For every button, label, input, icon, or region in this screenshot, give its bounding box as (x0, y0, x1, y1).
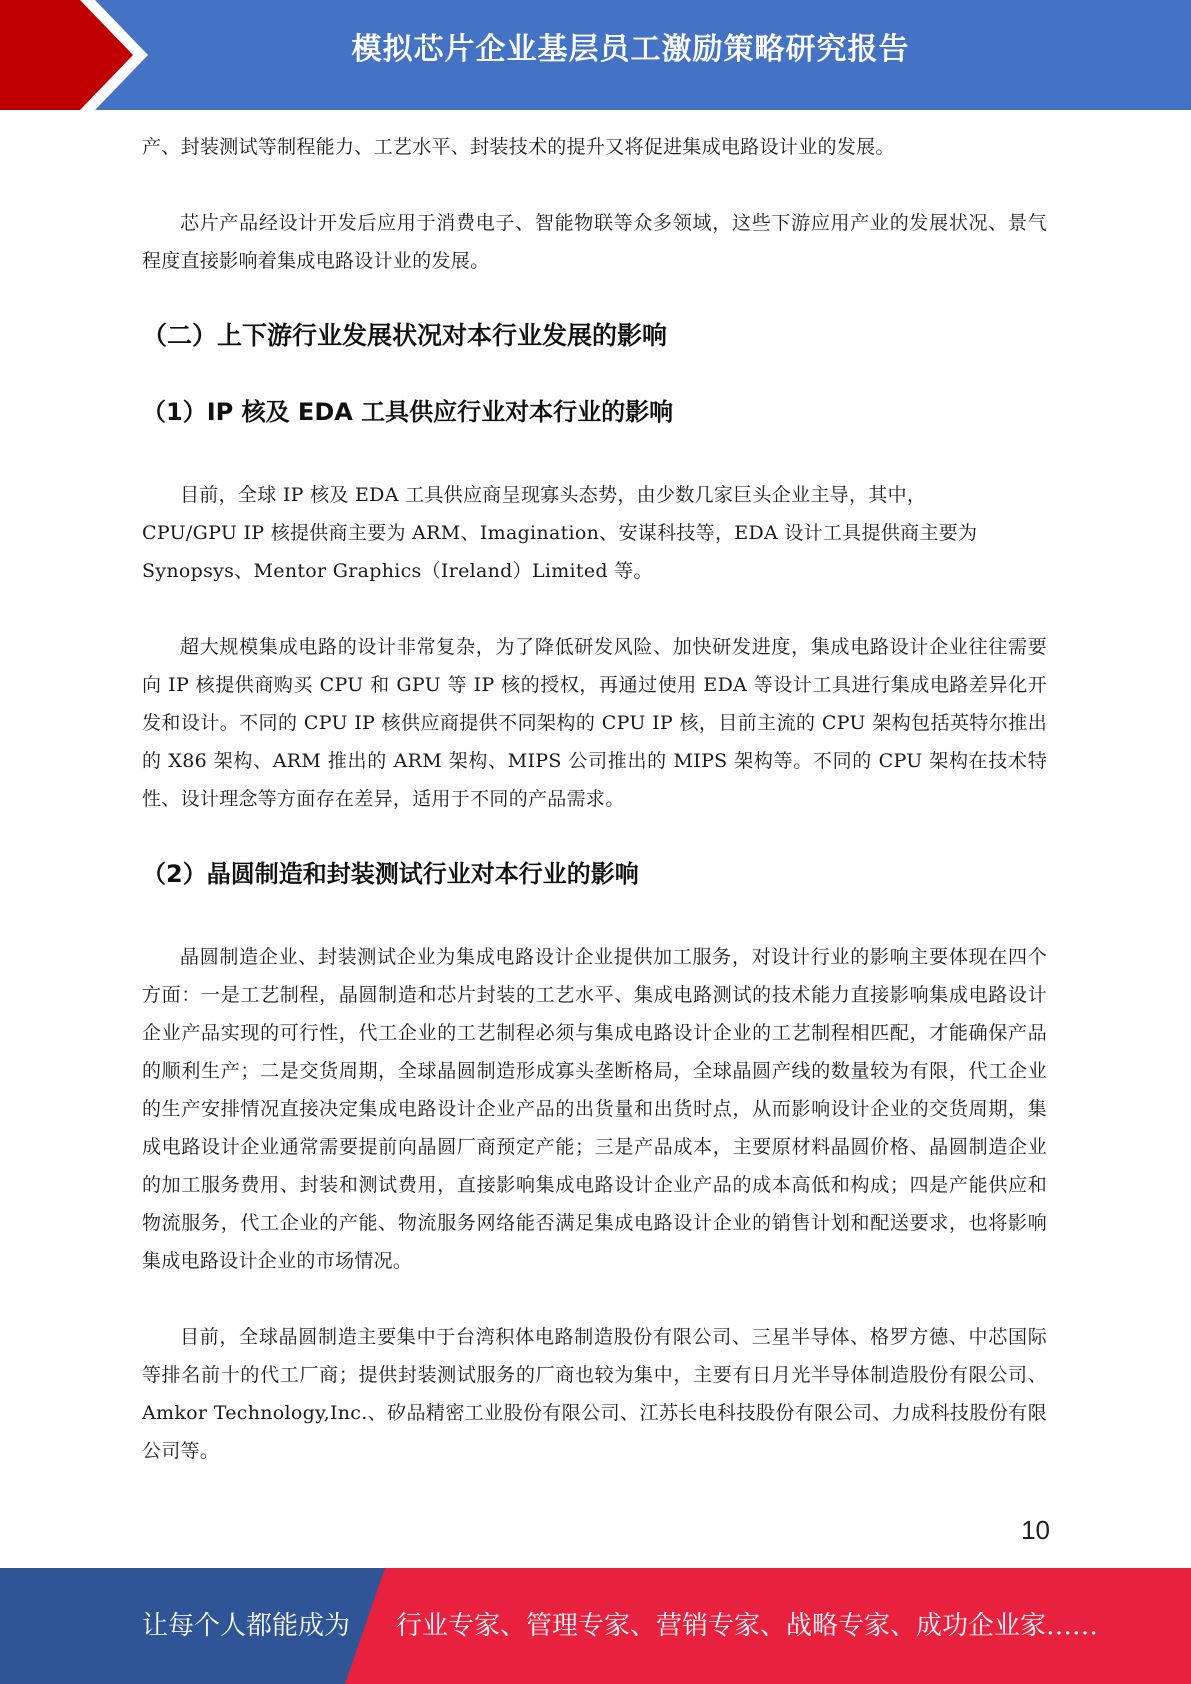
footer-slogan-left: 让每个人都能成为 (142, 1611, 351, 1641)
subsection-heading-wafer: （2）晶圆制造和封装测试行业对本行业的影响 (142, 860, 639, 888)
report-title: 模拟芯片企业基层员工激励策略研究报告 (351, 32, 910, 67)
footer-slogan-right: 行业专家、管理专家、营销专家、战略专家、成功企业家…… (396, 1611, 1099, 1641)
paragraph-foundry: 目前，全球晶圆制造主要集中于台湾积体电路制造股份有限公司、三星半导体、格罗方德、中芯国际等排名前十的代工厂商；提供封装测试服务的厂商也较为集中，主要有日月光半导体制造股份有限公司、Amkor Technology,Inc.、矽品精密工业股份有限公司、江苏长电科技股份有限公司、力成科技股份有限公司等。 (142, 1326, 1047, 1462)
paragraph-ip-eda-line2: CPU/GPU IP 核提供商主要为 ARM、Imagination、安谋科技等，EDA 设计工具提供商主要为 (142, 522, 978, 544)
page-footer (0, 1568, 1191, 1684)
page-number: 10 (1021, 1515, 1050, 1545)
paragraph-continued: 产、封装测试等制程能力、工艺水平、封装技术的提升又将促进集成电路设计业的发展。 (142, 136, 895, 158)
paragraph-wafer-impact: 晶圆制造企业、封装测试企业为集成电路设计企业提供加工服务，对设计行业的影响主要体现在四个方面：一是工艺制程，晶圆制造和芯片封装的工艺水平、集成电路测试的技术能力直接影响集成电路设计企业产品实现的可行性，代工企业的工艺制程必须与集成电路设计企业的工艺制程相匹配，才能确保产品的顺利生产；二是交货周期，全球晶圆制造形成寡头垄断格局，全球晶圆产线的数量较为有限，代工企业的生产安排情况直接决定集成电路设计企业产品的出货量和出货时点，从而影响设计企业的交货周期，集成电路设计企业通常需要提前向晶圆厂商预定产能；三是产品成本，主要原材料晶圆价格、晶圆制造企业的加工服务费用、封装和测试费用，直接影响集成电路设计企业产品的成本高低和构成；四是产能供应和物流服务，代工企业的产能、物流服务网络能否满足集成电路设计企业的销售计划和配送要求，也将影响集成电路设计企业的市场情况。 (142, 946, 1047, 1272)
page-header (0, 0, 1191, 110)
section-heading: （二）上下游行业发展状况对本行业发展的影响 (142, 321, 668, 350)
page-content (142, 128, 1047, 1470)
paragraph-cpu-architecture: 超大规模集成电路的设计非常复杂，为了降低研发风险、加快研发进度，集成电路设计企业往往需要向 IP 核提供商购买 CPU 和 GPU 等 IP 核的授权，再通过使用 EDA 等设计工具进行集成电路差异化开发和设计。不同的 CPU IP 核供应商提供不同架构的 CPU IP 核，目前主流的 CPU 架构包括英特尔推出的 X86 架构、ARM 推出的 ARM 架构、MIPS 公司推出的 MIPS 架构等。不同的 CPU 架构在技术特性、设计理念等方面存在差异，适用于不同的产品需求。 (142, 636, 1047, 810)
paragraph-downstream: 芯片产品经设计开发后应用于消费电子、智能物联等众多领域，这些下游应用产业的发展状况、景气程度直接影响着集成电路设计业的发展。 (142, 212, 1047, 272)
subsection-heading-ip-eda: （1）IP 核及 EDA 工具供应行业对本行业的影响 (142, 398, 674, 426)
paragraph-ip-eda-line3: Synopsys、Mentor Graphics（Ireland）Limited 等。 (142, 560, 653, 582)
paragraph-ip-eda-line1: 目前，全球 IP 核及 EDA 工具供应商呈现寡头态势，由少数几家巨头企业主导，其中， (180, 484, 927, 506)
